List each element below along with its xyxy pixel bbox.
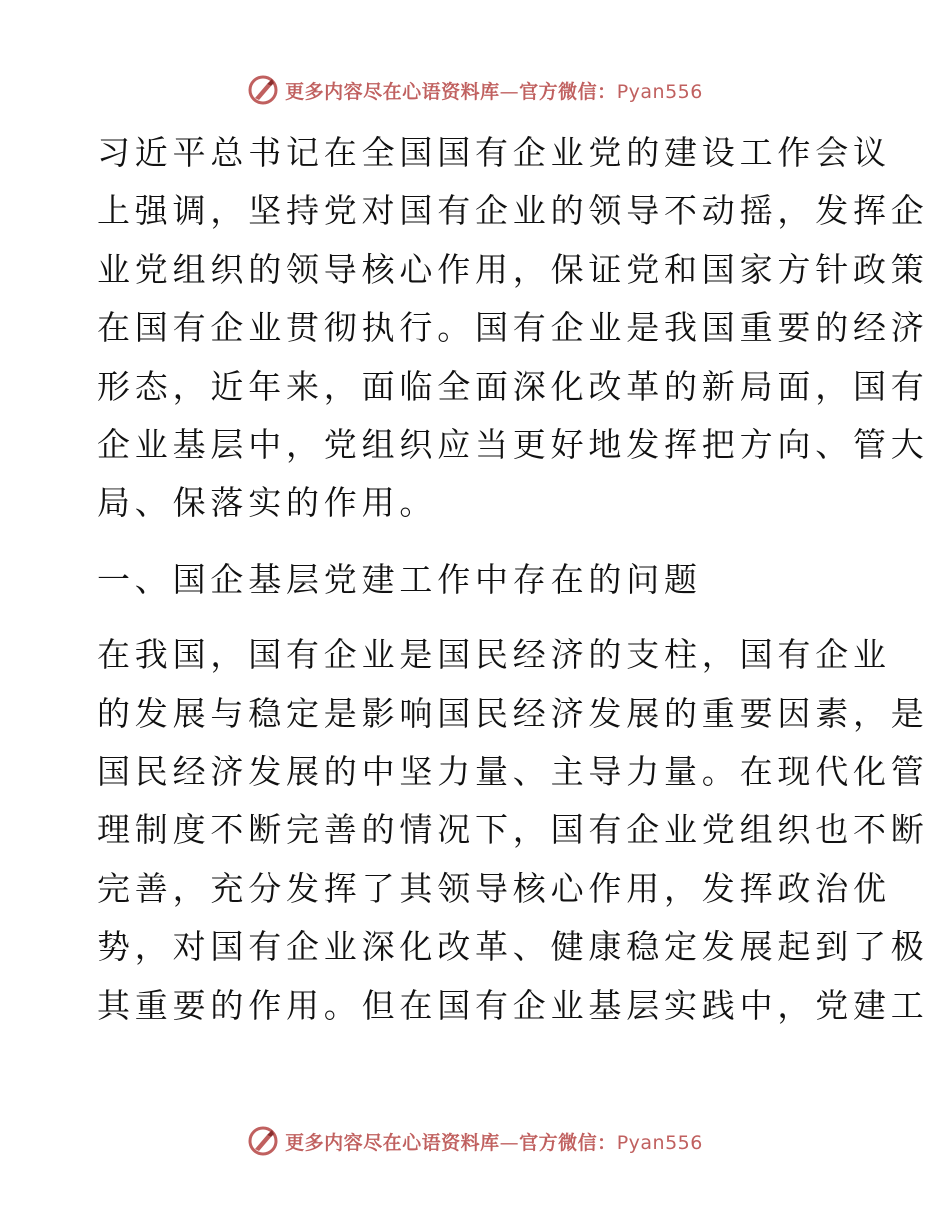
- paragraph-1: [97, 124, 929, 533]
- paragraph-line: 在国有企业贯彻执行。国有企业是我国重要的经济: [97, 308, 929, 348]
- document-body: [97, 124, 929, 1035]
- banner-wechat-id: Pyan556: [616, 1131, 703, 1154]
- paragraph-2: [97, 626, 929, 1035]
- banner-dash: —: [499, 80, 520, 103]
- banner-wechat-text: 官方微信：: [519, 80, 617, 103]
- banner-text: [285, 77, 703, 104]
- banner-site-text: 更多内容尽在心语资料库: [285, 1131, 500, 1154]
- paragraph-line: 企业基层中，党组织应当更好地发挥把方向、管大: [97, 425, 929, 465]
- paragraph-line: 上强调，坚持党对国有企业的领导不动摇，发挥企: [97, 191, 929, 231]
- banner-wechat-id: Pyan556: [616, 80, 703, 103]
- paragraph-line: 习近平总书记在全国国有企业党的建设工作会议: [97, 133, 891, 172]
- paragraph-line: 国民经济发展的中坚力量、主导力量。在现代化管: [97, 752, 929, 792]
- paragraph-line: 完善，充分发挥了其领导核心作用，发挥政治优: [97, 868, 891, 908]
- paragraph-line: 势，对国有企业深化改革、健康稳定发展起到了极: [97, 927, 929, 967]
- paragraph-line: 在我国，国有企业是国民经济的支柱，国有企业: [97, 635, 891, 675]
- pen-circle-logo-icon: [247, 74, 279, 106]
- banner-text: [285, 1128, 703, 1155]
- paragraph-line: 理制度不断完善的情况下，国有企业党组织也不断: [97, 810, 929, 850]
- banner-wechat-text: 官方微信：: [519, 1131, 617, 1154]
- paragraph-line: 的发展与稳定是影响国民经济发展的重要因素，是: [97, 693, 929, 733]
- paragraph-line: 局、保落实的作用。: [97, 483, 438, 523]
- footer-banner: [0, 1121, 950, 1161]
- paragraph-line: 形态，近年来，面临全面深化改革的新局面，国有: [97, 366, 929, 406]
- banner-site-text: 更多内容尽在心语资料库: [285, 80, 500, 103]
- banner-dash: —: [499, 1131, 520, 1154]
- section-heading: 一、国企基层党建工作中存在的问题: [97, 559, 702, 599]
- paragraph-line: 其重要的作用。但在国有企业基层实践中，党建工: [97, 985, 929, 1025]
- header-banner: [0, 70, 950, 110]
- paragraph-line: 业党组织的领导核心作用，保证党和国家方针政策: [97, 249, 929, 289]
- pen-circle-logo-icon: [247, 1125, 279, 1157]
